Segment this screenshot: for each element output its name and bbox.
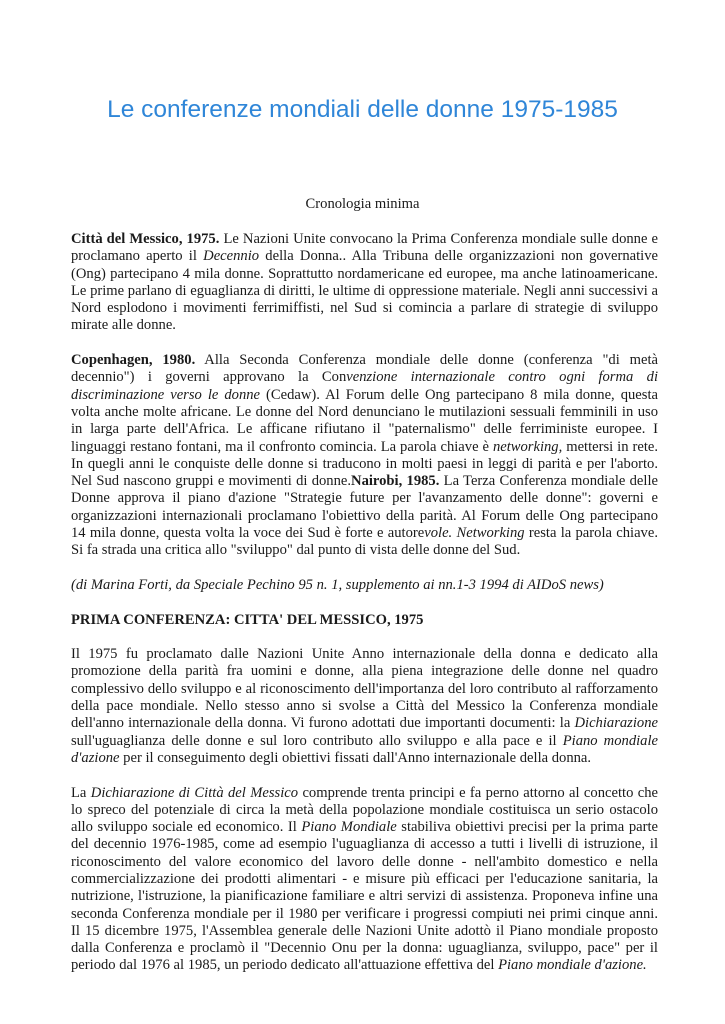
italic-run: Piano mondiale d'azione. — [498, 957, 647, 974]
italic-run: vole. Networking — [424, 525, 525, 542]
italic-run: Piano mondiale d'azione — [71, 732, 658, 766]
text-run: (Cedaw). Al Forum delle Ong partecipano 8 mila donne, questa volta anche molte africane. Le donne del Nord denunciano le mutilazioni sessuali femminili in uso in larga parte dell'Africa. Le afficane rifiutano il "paternalismo" delle ferriministe europee. I linguaggi restano fontani, ma il confronto comincia. La parola chiave è — [71, 386, 658, 455]
italic-run: networking, — [492, 438, 563, 455]
text-run: La — [71, 784, 91, 801]
italic-run: Piano Mondiale — [301, 819, 397, 836]
bold-lead: Città del Messico, 1975. — [71, 231, 220, 247]
subtitle: Cronologia minima — [305, 196, 420, 212]
paragraph-1975-year — [71, 646, 658, 767]
text-run: Il 1975 fu proclamato dalle Nazioni Unite Anno internazionale della donna e dedicato alla promozione della parità fra uomini e donne, alla piena integrazione delle donne nel quadro complessivo dello sviluppo e al riconoscimento dell'importanza del loro contributo al rafforzamento della pace mondiale. Nello stesso anno si svolse a Città del Messico la Conferenza mondiale dell'anno internazionale della donna. Vi furono adottati due importanti documenti: la — [71, 646, 658, 732]
paragraph-declaration — [71, 785, 658, 975]
text-run: resta la parola chiave. Si fa strada una critica allo "sviluppo" dal punto di vista delle donne del Sud. — [71, 525, 658, 559]
document-body — [71, 231, 658, 992]
paragraph-copenhagen-nairobi — [71, 352, 658, 560]
italic-run: Decennio — [203, 248, 260, 265]
text-run: comprende trenta principi e fa perno attorno al concetto che lo spreco del potenziale di circa la metà della popolazione mondiale costituisca un serio ostacolo allo sviluppo sociale ed economico. Il — [71, 784, 659, 836]
text-run: per il conseguimento degli obiettivi fissati dall'Anno internazionale della donna. — [119, 749, 592, 766]
text-run: mettersi in rete. In quegli anni le conquiste delle donne si traducono in molti paesi in leggi di parità e per l'aborto. Nel Sud nascono gruppi e movimenti di donne. — [71, 438, 658, 490]
section-heading: PRIMA CONFERENZA: CITTA' DEL MESSICO, 1975 — [71, 611, 424, 628]
bold-lead: Nairobi, 1985. — [351, 473, 440, 490]
citation: (di Marina Forti, da Speciale Pechino 95 n. 1, supplemento ai nn.1-3 1994 di AIDoS news) — [71, 576, 604, 593]
text-run: stabiliva obiettivi precisi per la prima parte del decennio 1976-1985, come ad esempio l'uguaglianza di accesso a tutti i livelli di istruzione, il riconoscimento del valore economico del lavoro delle donne - nell'ambito domestico e nella commercializzazione dei prodotti alimentari - e misure più efficaci per l'educazione sanitaria, la nutrizione, l'istruzione, la pianificazione familiare e altri servizi di assistenza. Proponeva infine una seconda Conferenza mondiale per il 1980 per verificare i progressi compiuti nei primi cinque anni. Il 15 dicembre 1975, l'Assemblea generale delle Nazioni Unite adottò il Piano mondiale proposto dalla Conferenza e proclamò il "Decennio Onu per la donna: uguaglianza, sviluppo, pace" per il periodo dal 1976 al 1985, un periodo dedicato all'attuazione effettiva del — [71, 819, 658, 974]
text-run: della Donna.. Alla Tribuna delle organizzazioni non governative (Ong) partecipano 4 mila donne. Soprattutto nordamericane ed europee, ma anche latinoamericane. Le prime parlano di eguaglianza di diritti, le ultime di oppressione materiale. Negli anni successivi a Nord esplodono i movimenti ferrimiffisti, nel Sud si comincia a parlare di strategie di sviluppo mirate alle donne. — [71, 248, 658, 334]
text-run: sull'uguaglianza delle donne e sul loro contributo allo sviluppo e alla pace e il — [71, 732, 563, 749]
page-title: Le conferenze mondiali delle donne 1975-1985 — [107, 96, 618, 123]
italic-run: venzione internazionale contro ogni forma di discriminazione verso le donne — [71, 369, 658, 403]
text-run: Le Nazioni Unite convocano la Prima Conferenza mondiale sulle donne e proclamano aperto il — [71, 231, 658, 265]
italic-run: Dichiarazione — [574, 715, 658, 732]
text-run: La Terza Conferenza mondiale delle Donne approva il piano d'azione "Strategie future per l'avanzamento delle donne": governi e organizzazioni internazionali proclamano l'obiettivo della parità. Al Forum delle Ong partecipano 14 mila donne, questa volta la voce dei Sud è forte e autore — [71, 473, 658, 542]
italic-run: Dichiarazione di Città del Messico — [90, 784, 299, 801]
paragraph-mexico-1975 — [71, 231, 658, 335]
text-run: Alla Seconda Conferenza mondiale delle donne (conferenza "di metà decennio") i governi approvano la Con — [71, 352, 658, 386]
bold-lead: Copenhagen, 1980. — [71, 352, 196, 369]
